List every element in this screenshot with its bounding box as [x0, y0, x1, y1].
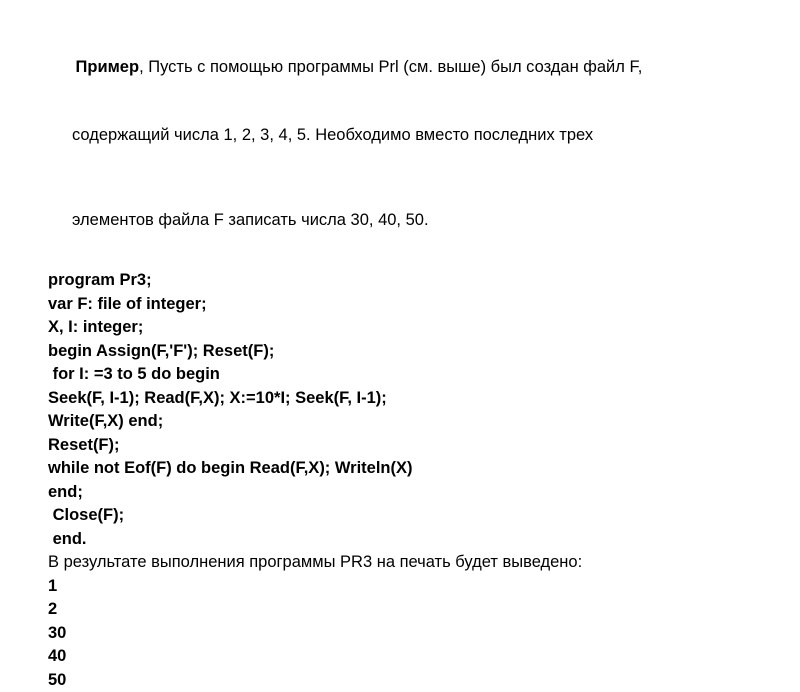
- code-line: end;: [48, 481, 768, 505]
- output-line: 1: [48, 575, 768, 599]
- code-line: Reset(F);: [48, 434, 768, 458]
- code-line: Seek(F, I-1); Read(F,X); X:=10*I; Seek(F, I-1);: [48, 387, 768, 411]
- result-text: В результате выполнения программы PR3 на печать будет выведено:: [48, 551, 768, 575]
- output-line: 40: [48, 645, 768, 669]
- output-line: 30: [48, 622, 768, 646]
- code-line: program Pr3;: [48, 269, 768, 293]
- intro-line-2: содержащий числа 1, 2, 3, 4, 5. Необходимо вместо последних трех: [48, 127, 768, 144]
- code-line: end.: [48, 528, 768, 552]
- output-block: [48, 575, 768, 692]
- output-line: 2: [48, 598, 768, 622]
- code-line: var F: file of integer;: [48, 293, 768, 317]
- intro-line-3: элементов файла F записать числа 30, 40, 50.: [48, 212, 768, 229]
- code-line: Close(F);: [48, 504, 768, 528]
- code-line: for I: =3 to 5 do begin: [48, 363, 768, 387]
- code-line: X, I: integer;: [48, 316, 768, 340]
- output-line: 50: [48, 669, 768, 692]
- slide-content: [48, 42, 768, 692]
- code-line: Write(F,X) end;: [48, 410, 768, 434]
- code-line: while not Eof(F) do begin Read(F,X); Writeln(X): [48, 457, 768, 481]
- example-lead: Пример: [76, 58, 140, 76]
- code-block: [48, 269, 768, 551]
- intro-line-1: , Пусть с помощью программы Prl (см. выше) был создан файл F,: [139, 58, 642, 76]
- code-line: begin Assign(F,'F'); Reset(F);: [48, 340, 768, 364]
- example-intro: [48, 42, 768, 263]
